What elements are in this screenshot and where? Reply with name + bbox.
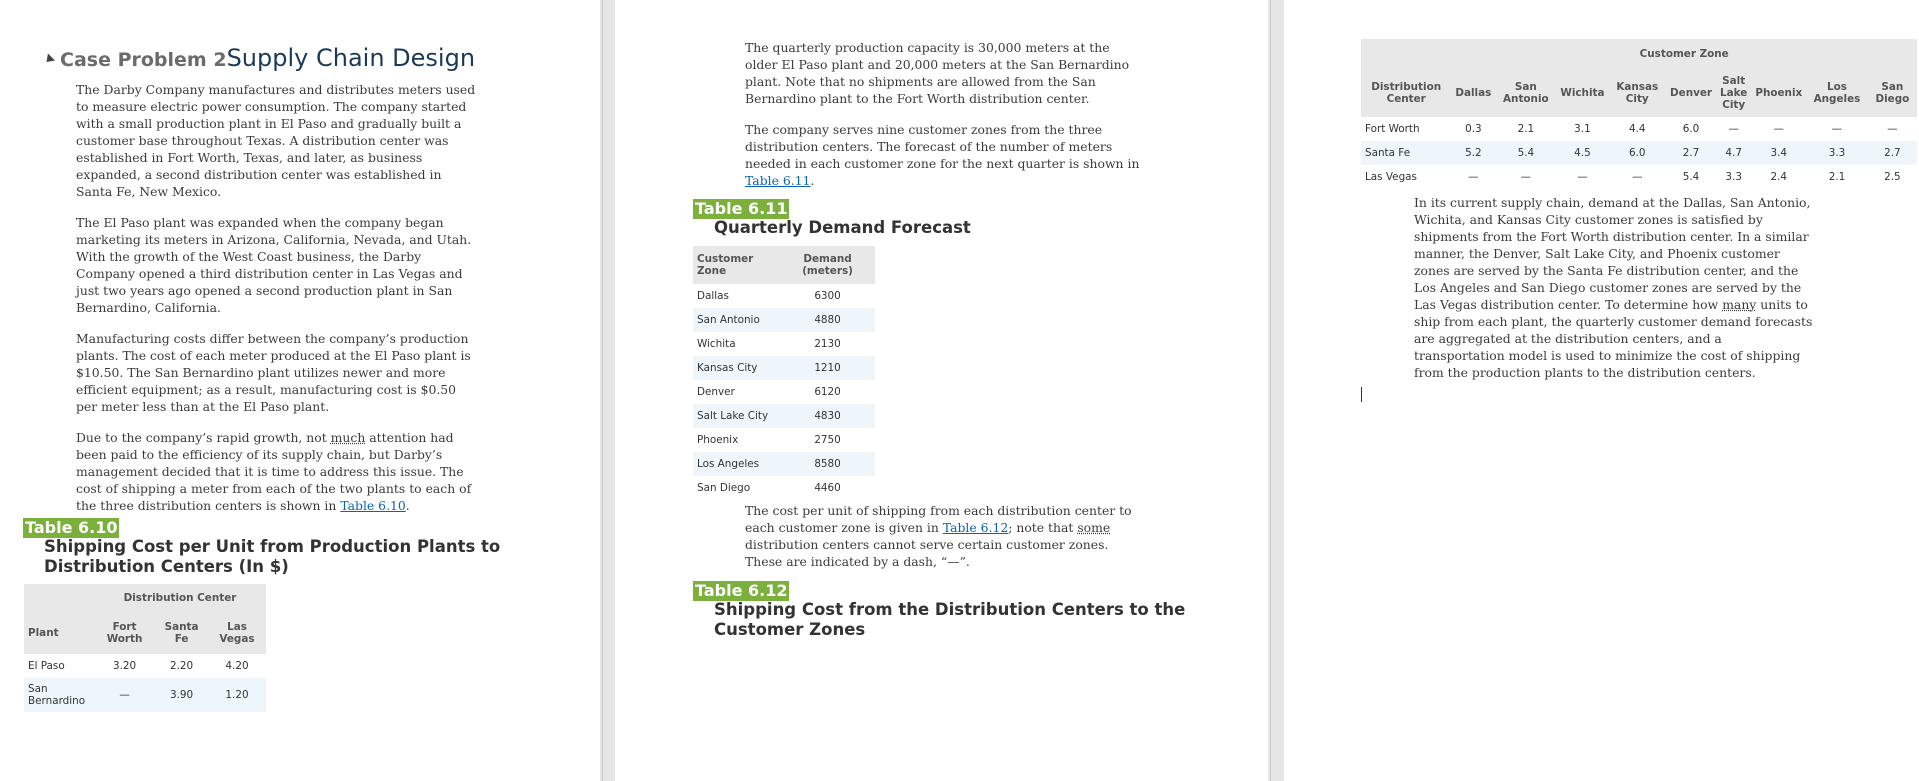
text-cursor <box>1361 387 1362 402</box>
paragraph: The company serves nine customer zones from the three distribution centers. The forecast of the number of meters needed in each customer zone for the next quarter is shown in Table 6.11. <box>745 122 1140 188</box>
spelling-flag[interactable]: some <box>1077 520 1111 535</box>
table-cell: 4.20 <box>225 660 249 672</box>
table-cell: 0.3 <box>1465 123 1482 135</box>
table-row <box>24 654 266 678</box>
col-header: Plant <box>24 612 94 654</box>
table-cell: 6300 <box>814 290 841 302</box>
col-header: Demand (meters) <box>780 246 875 284</box>
table-cell: 2.7 <box>1666 141 1716 165</box>
row-header: El Paso <box>28 660 65 672</box>
row-header: Fort Worth <box>1365 123 1420 135</box>
paragraph: The Darby Company manufactures and distributes meters used to measure electric power consumption. The company started with a small production plant in El Paso and gradually built a customer base throughout Texas. A distribution center was established in Fort Worth, Texas, and later, as business expanded, a second distribution center was established in Santa Fe, New Mexico. <box>76 82 476 199</box>
table-row <box>693 404 875 428</box>
page-divider <box>1270 0 1271 781</box>
table-cell: 2.7 <box>1868 141 1917 165</box>
row-header: Las Vegas <box>1365 171 1417 183</box>
table-cell: 5.4 <box>1495 141 1556 165</box>
table-cell: — <box>1887 123 1898 135</box>
group-header: Customer Zone <box>1451 39 1917 69</box>
table-cell: — <box>1520 171 1532 183</box>
col-header: Phoenix <box>1751 69 1806 117</box>
table-6-11-link[interactable]: Table 6.11 <box>745 173 811 188</box>
table-cell: 5.2 <box>1451 141 1495 165</box>
table-header-row <box>1361 69 1917 117</box>
row-header: Salt Lake City <box>693 404 780 428</box>
paragraph: The quarterly production capacity is 30,000 meters at the older El Paso plant and 20,000 meters at the San Bernardino plant. Note that no shipments are allowed from the San Bernardino plant to the Fort Worth distribution center. <box>745 40 1130 106</box>
table-cell: 4.4 <box>1628 123 1646 135</box>
table-cell: — <box>1577 171 1588 183</box>
table-row <box>693 476 875 500</box>
table-cell: 1.20 <box>208 678 266 712</box>
table-cell: — <box>1632 171 1643 183</box>
table-cell: 3.3 <box>1725 171 1742 183</box>
paragraph: In its current supply chain, demand at the Dallas, San Antonio, Wichita, and Kansas City customer zones is satisfied by shipments from the Fort Worth distribution center. In a similar manner, the Denver, Salt Lake City, and Phoenix customer zones are served by the Santa Fe distribution center, and the Los Angeles and San Diego customer zones are served by the Las Vegas distribution center. To determine how many units to ship from each plant, the quarterly customer demand forecasts are aggregated at the distribution centers, and a transportation model is used to minimize the cost of shipping from the production plants to the distribution centers. <box>1414 195 1813 380</box>
table-cell: 4.5 <box>1556 141 1608 165</box>
document-page-3 <box>1284 0 1919 781</box>
table-row <box>1361 165 1917 189</box>
table-cell: 4460 <box>814 482 841 494</box>
table-6-12-link[interactable]: Table 6.12 <box>942 520 1009 535</box>
table-cell: 2.5 <box>1884 171 1901 183</box>
document-page-1 <box>0 0 600 781</box>
table-cell: — <box>1468 171 1479 183</box>
row-header: Kansas City <box>693 356 780 380</box>
col-header: Dallas <box>1451 69 1495 117</box>
col-header: Distribution Center <box>1361 69 1451 117</box>
row-header: San Antonio <box>693 308 780 332</box>
table-6-11-label: Table 6.11 <box>695 199 788 218</box>
table-row <box>693 428 875 452</box>
table-cell: 4880 <box>780 308 875 332</box>
document-page-2 <box>615 0 1268 781</box>
table-group-header-row <box>24 584 266 612</box>
table-cell: 3.4 <box>1751 141 1806 165</box>
table-6-11-title: Quarterly Demand Forecast <box>714 218 971 237</box>
spelling-flag[interactable]: much <box>330 430 366 445</box>
table-cell: 2.4 <box>1770 171 1788 183</box>
col-header: San Antonio <box>1495 69 1556 117</box>
table-cell: 2.1 <box>1828 171 1846 183</box>
table-6-10-link[interactable]: Table 6.10 <box>340 498 406 513</box>
table-6-10-title: Shipping Cost per Unit from Production Plants to Distribution Centers (In $) <box>44 537 501 576</box>
paragraph: Due to the company’s rapid growth, not much attention had been paid to the efficiency of its supply chain, but Darby’s management decided that it is time to address this issue. The cost of shipping a meter from each of the two plants to each of the three distribution centers is shown in Table 6.10. <box>76 430 472 513</box>
col-header: Las Vegas <box>208 612 266 654</box>
table-cell: 2.1 <box>1517 123 1535 135</box>
capacity-text <box>745 39 1145 203</box>
row-header: Santa Fe <box>1361 141 1451 165</box>
table-cell: 4830 <box>780 404 875 428</box>
collapse-triangle-icon[interactable] <box>43 53 55 65</box>
table-6-10 <box>24 584 266 712</box>
table-cell: 2130 <box>814 338 841 350</box>
table-cell: — <box>94 678 155 712</box>
table-cell: 3.90 <box>155 678 208 712</box>
table-row <box>1361 141 1917 165</box>
page-divider <box>602 0 603 781</box>
table-row <box>693 308 875 332</box>
table-header-row <box>693 246 875 284</box>
col-header: Los Angeles <box>1806 69 1868 117</box>
col-header: Kansas City <box>1608 69 1666 117</box>
table-row <box>24 678 266 712</box>
table-cell: 6.0 <box>1608 141 1666 165</box>
table-cell: — <box>1831 123 1843 135</box>
table-6-12-label: Table 6.12 <box>695 581 788 600</box>
row-header: San Diego <box>697 482 751 494</box>
case-problem-heading <box>44 44 475 72</box>
row-header: Los Angeles <box>693 452 780 476</box>
row-header: Denver <box>697 386 735 398</box>
paragraph: The El Paso plant was expanded when the company began marketing its meters in Arizona, California, Nevada, and Utah. With the growth of the West Coast business, the Darby Company opened a third distribution center in Las Vegas and just two years ago opened a second production plant in San Bernardino, California. <box>76 215 472 315</box>
table-6-12 <box>1361 39 1917 189</box>
col-header: Salt Lake City <box>1716 69 1751 117</box>
col-header: Fort Worth <box>94 612 155 654</box>
row-header: San Bernardino <box>24 678 94 712</box>
intro-text <box>76 81 476 528</box>
col-header: Wichita <box>1556 69 1608 117</box>
table-row <box>693 284 875 308</box>
table-cell: 5.4 <box>1682 171 1700 183</box>
col-header: San Diego <box>1868 69 1917 117</box>
row-header: Dallas <box>697 290 729 302</box>
paragraph: Manufacturing costs differ between the company’s production plants. The cost of each meter produced at the El Paso plant is $10.50. The San Bernardino plant utilizes newer and more efficient equipment; as a result, manufacturing cost is $0.50 per meter less than at the El Paso plant. <box>76 331 471 414</box>
col-header: Denver <box>1666 69 1716 117</box>
table-cell: 6.0 <box>1682 123 1700 135</box>
spelling-flag[interactable]: many <box>1722 297 1757 312</box>
table-group-header-row <box>1361 39 1917 69</box>
table-cell: 1210 <box>780 356 875 380</box>
row-header: Phoenix <box>697 434 739 446</box>
table-6-10-label: Table 6.10 <box>25 518 118 537</box>
col-header: Customer Zone <box>693 246 780 284</box>
cost-note-text <box>745 502 1145 584</box>
table-cell: 8580 <box>780 452 875 476</box>
case-problem-label: Case Problem 2 <box>60 49 227 71</box>
table-cell: 6120 <box>814 386 841 398</box>
table-cell: 3.1 <box>1574 123 1591 135</box>
table-row <box>693 452 875 476</box>
table-row <box>693 380 875 404</box>
table-cell: 3.3 <box>1806 141 1868 165</box>
row-header: Wichita <box>697 338 736 350</box>
table-cell: 2750 <box>814 434 841 446</box>
table-cell: — <box>1728 123 1739 135</box>
table-cell: 2.20 <box>169 660 194 672</box>
case-problem-title: Supply Chain Design <box>226 44 476 72</box>
col-header: Santa Fe <box>155 612 208 654</box>
table-cell: 3.20 <box>113 660 137 672</box>
table-cell: 4.7 <box>1716 141 1751 165</box>
table-row <box>693 356 875 380</box>
table-row <box>693 332 875 356</box>
paragraph: The cost per unit of shipping from each distribution center to each customer zone is given in Table 6.12; note that some distribution centers cannot serve certain customer zones. These are indicated by a dash, “—”. <box>745 503 1132 569</box>
table-6-11 <box>693 246 875 500</box>
table-header-row <box>24 612 266 654</box>
group-header: Distribution Center <box>94 584 266 612</box>
table-6-12-title: Shipping Cost from the Distribution Centers to the Customer Zones <box>714 600 1186 639</box>
table-cell: — <box>1773 123 1784 135</box>
current-supply-chain-text <box>1414 194 1814 395</box>
table-row <box>1361 117 1917 141</box>
